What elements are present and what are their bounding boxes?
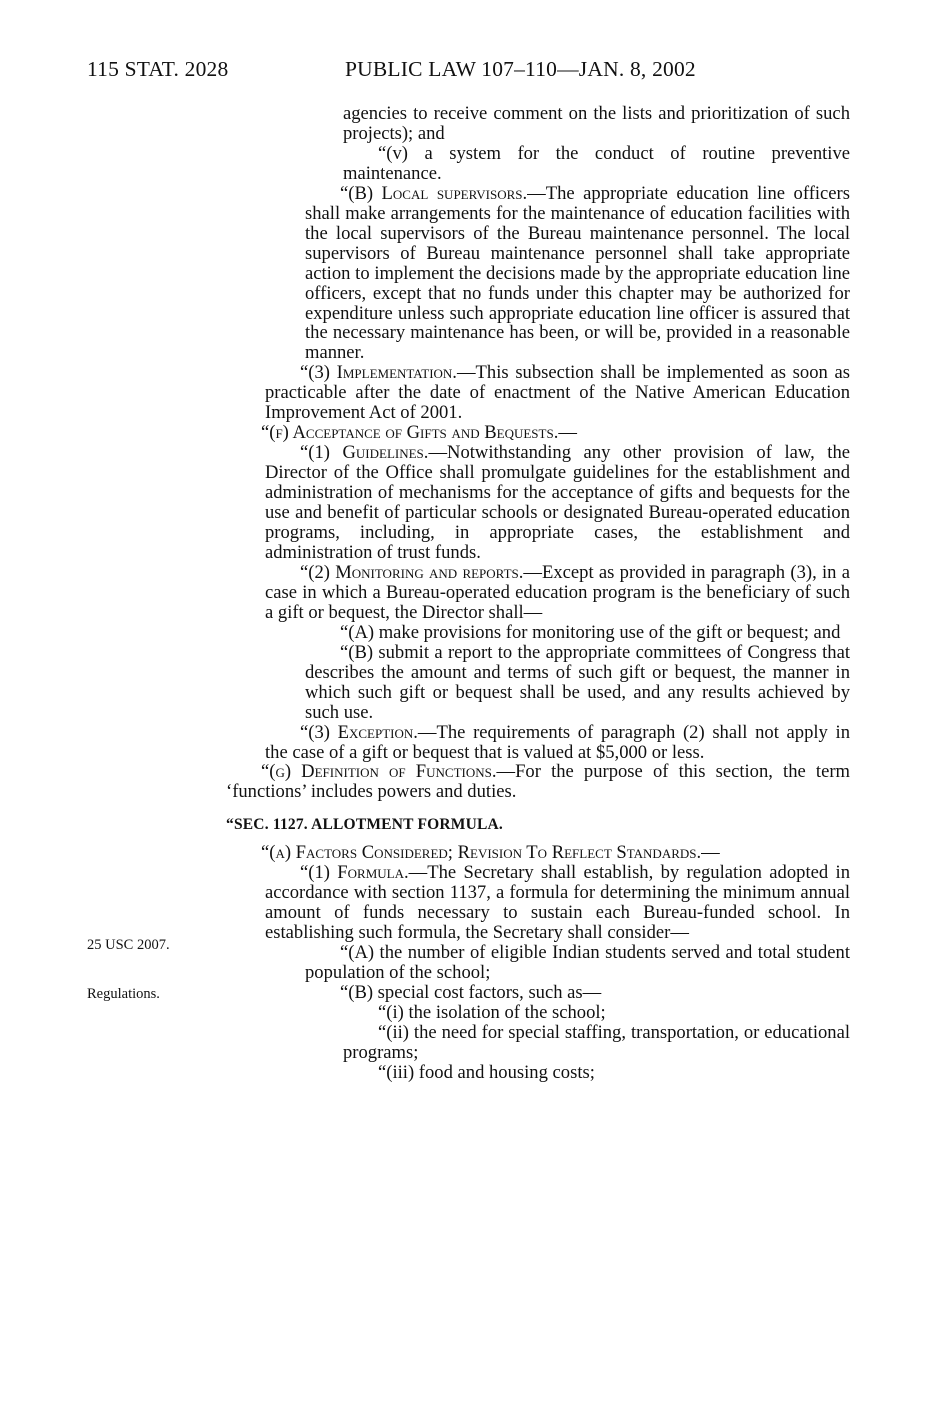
paragraph: “(1) Guidelines.—Notwithstanding any other provision of law, the Director of the Office shall promulgate guidelines for the establishment and administration of mechanisms for the acceptance of gifts and bequests for the use and benefit of particular schools or designated Bureau-operated education programs, including, in appropriate cases, the establishment and administration of trust funds. (265, 442, 850, 563)
paragraph: “(A) make provisions for monitoring use of the gift or bequest; and (340, 621, 841, 643)
margin-note-usc: 25 USC 2007. (87, 937, 170, 953)
paragraph: “(3) Implementation.—This subsection shall be implemented as soon as practicable after the date of enactment of the Native American Education Improvement Act of 2001. (265, 362, 851, 424)
public-law-header: PUBLIC LAW 107–110—JAN. 8, 2002 (345, 57, 696, 81)
paragraph: “(1) Formula.—The Secretary shall establish, by regulation adopted in accordance with section 1137, a formula for determining the minimum annual amount of funds necessary to sustain each Bureau-funded school. In establishing such formula, the Secretary shall consider— (265, 862, 850, 944)
paragraph: “(B) special cost factors, such as— (340, 981, 602, 1003)
paragraph: agencies to receive comment on the lists and prioritization of such projects); and (343, 103, 850, 144)
spacer (226, 802, 850, 814)
paragraph: “(B) submit a report to the appropriate committees of Congress that describes the amount and terms of such gift or bequest, the manner in which such gift or bequest shall be used, and any results achieved by such use. (305, 641, 850, 723)
body-text (226, 104, 850, 1083)
paragraph: “(2) Monitoring and reports.—Except as provided in paragraph (3), in a case in which a Bureau-operated education program is the beneficiary of such a gift or bequest, the Director shall— (265, 561, 850, 623)
paragraph: “(A) the number of eligible Indian students served and total student population of the school; (305, 942, 850, 984)
section-heading: “SEC. 1127. ALLOTMENT FORMULA. (226, 816, 504, 834)
page-stat-number: 115 STAT. 2028 (87, 57, 229, 81)
paragraph: “(ii) the need for special staffing, transportation, or educational programs; (343, 1021, 850, 1063)
paragraph: “(v) a system for the conduct of routine preventive maintenance. (343, 142, 850, 184)
paragraph: “(g) Definition of Functions.—For the purpose of this section, the term ‘functions’ includes powers and duties. (226, 761, 850, 803)
paragraph: “(i) the isolation of the school; (378, 1001, 606, 1023)
paragraph: “(f) Acceptance of Gifts and Bequests.— (261, 422, 577, 444)
paragraph: “(a) Factors Considered; Revision To Reflect Standards.— (261, 842, 720, 864)
paragraph: “(3) Exception.—The requirements of paragraph (2) shall not apply in the case of a gift or bequest that is valued at $5,000 or less. (265, 721, 850, 763)
paragraph: “(iii) food and housing costs; (378, 1061, 595, 1083)
paragraph: “(B) Local supervisors.—The appropriate education line officers shall make arrangements for the maintenance of education facilities with the local supervisors of the Bureau maintenance personnel. The local supervisors of Bureau maintenance personnel shall take appropriate action to implement the decisions made by the appropriate education line officers, except that no funds under this chapter may be authorized for expenditure unless such appropriate education line officer is assured that the necessary maintenance has been, or will be, provided in a reasonable manner. (305, 182, 850, 364)
margin-note-regulations: Regulations. (87, 986, 160, 1002)
